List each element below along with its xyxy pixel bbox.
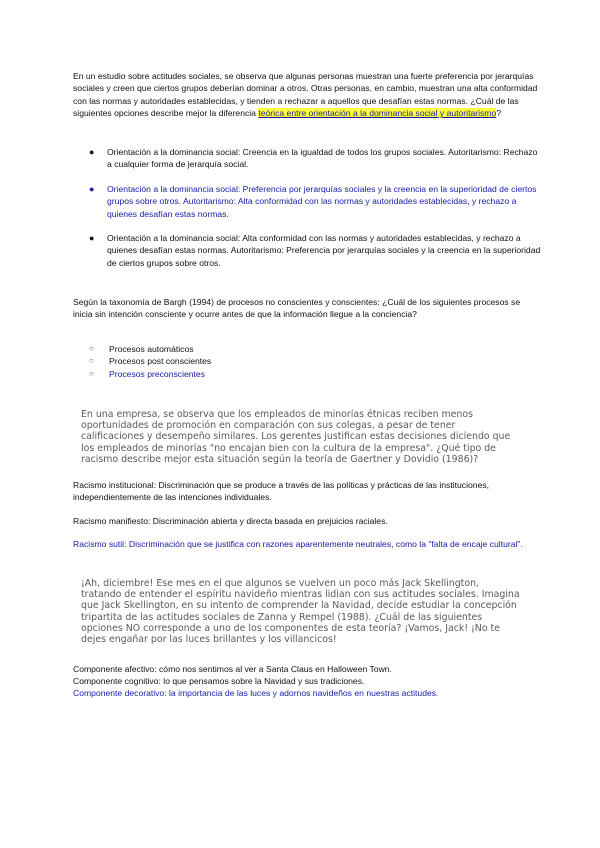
question-1-body: En un estudio sobre actitudes sociales, se observa que algunas personas muestran una fuerte preferencia por jerarquías sociales y creen que ciertos grupos deberían dominar a otros. Otras personas, en cambio, muestran una alta conformidad con las normas y autoridades establecidas, y tienden a rechazar a aquellos que desafían estas normas. ¿Cuál de las siguientes opciones describe mejor la diferencia: [73, 71, 538, 119]
list-item: [81, 232, 541, 269]
question-3-option-1: Racismo institucional: Discriminación que se produce a través de las políticas y prácticas de las instituciones, independientemente de las intenciones individuales.: [73, 480, 490, 503]
question-1-text: [73, 70, 541, 120]
bullet-icon: ●: [89, 183, 95, 194]
circle-bullet-icon: ○: [89, 368, 94, 378]
question-3-option-3-correct: Racismo sutil: Discriminación que se justifica con razones aparentemente neutrales, como la "falta de encaje cultural".: [73, 539, 523, 549]
question-3-text: En una empresa, se observa que los empleados de minorías étnicas reciben menos oportunidades de promoción en comparación con sus colegas, a pesar de tener calificaciones y desempeño similares. Los gerentes justifican estas decisiones diciendo que los empleados de minorías "no encajan bien con la cultura de la empresa". ¿Qué tipo de racismo describe mejor esta situación según la teoría de Gaertner y Dovidio (1986)?: [81, 409, 511, 465]
list-item-correct: [73, 368, 533, 380]
question-2-text: Según la taxonomía de Bargh (1994) de procesos no conscientes y conscientes: ¿Cuál de los siguientes procesos se inicia sin intención consciente y ocurre antes de que la información llegue a la conciencia?: [73, 297, 521, 320]
question-1-highlight: teórica entre orientación a la dominancia social y autoritarismo: [258, 108, 497, 119]
question-4-option-3-correct: Componente decorativo: la importancia de las luces y adornos navideños en nuestras actitudes.: [73, 688, 439, 698]
option-text: Orientación a la dominancia social: Preferencia por jerarquías sociales y la creencia en la superioridad de ciertos grupos sobre otros. Autoritarismo: Alta conformidad con las normas y autoridades establecidas, y rechazo a quienes desafían estas normas.: [107, 183, 537, 219]
bullet-icon: ●: [89, 233, 95, 244]
question-2-options: [73, 343, 533, 380]
question-1-options: [81, 146, 541, 269]
circle-bullet-icon: ○: [89, 344, 94, 353]
circle-bullet-icon: ○: [89, 356, 94, 366]
question-3-option-2: Racismo manifiesto: Discriminación abierta y directa basada en prejuicios raciales.: [73, 516, 388, 526]
option-text: Orientación a la dominancia social: Alta conformidad con las normas y autoridades establecidas, y rechazo a quienes desafían estas normas. Autoritarismo: Preferencia por jerarquías sociales y la creencia en la superioridad de ciertos grupos sobre otros.: [107, 233, 541, 268]
question-4-option-1: Componente afectivo: cómo nos sentimos al ver a Santa Claus en Halloween Town.: [73, 664, 392, 674]
list-item: [73, 343, 533, 355]
question-4-option-2: Componente cognitivo: lo que pensamos sobre la Navidad y sus tradiciones.: [73, 676, 365, 686]
list-item: [81, 146, 541, 171]
question-4-text: ¡Ah, diciembre! Ese mes en el que algunos se vuelven un poco más Jack Skellington, tratando de entender el espíritu navideño mientras lidian con sus actitudes sociales. Imagina que Jack Skellington, en su intento de comprender la Navidad, decide estudiar la concepción tripartita de las actitudes sociales de Zanna y Rempel (1988). ¿Cuál de las siguientes opciones NO corresponde a uno de los componentes de esta teoría? ¡Vamos, Jack! ¡No te dejes engañar por las luces brillantes y los villancicos!: [81, 578, 520, 646]
option-text: Procesos preconscientes: [109, 368, 206, 379]
option-text: Procesos post conscientes: [109, 356, 212, 367]
option-text: Procesos automáticos: [109, 344, 194, 354]
list-item: [73, 355, 533, 367]
bullet-icon: ●: [89, 147, 95, 157]
option-text: Orientación a la dominancia social: Creencia en la igualdad de todos los grupos sociales. Autoritarismo: Rechazo a cualquier forma de jerarquía social.: [107, 147, 538, 170]
question-1-tail: ?: [496, 108, 502, 119]
list-item-correct: [81, 183, 541, 220]
